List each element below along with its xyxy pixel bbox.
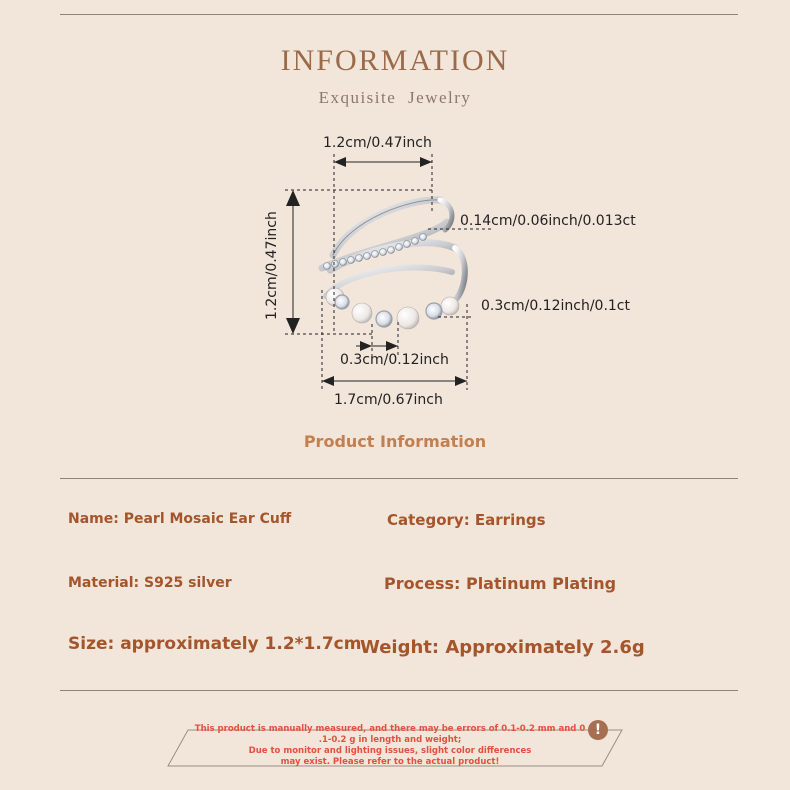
dimension-pearl: 0.3cm/0.12inch bbox=[340, 352, 449, 368]
spec-process: Process: Platinum Plating bbox=[384, 574, 617, 593]
dimension-stone-top: 0.14cm/0.06inch/0.013ct bbox=[460, 213, 636, 229]
spec-category: Category: Earrings bbox=[387, 511, 546, 529]
dimension-top-width: 1.2cm/0.47inch bbox=[323, 135, 432, 151]
exclamation-icon: ! bbox=[588, 720, 608, 740]
note-line-4: may exist. Please refer to the actual product! bbox=[280, 757, 500, 767]
spec-weight: Weight: Approximately 2.6g bbox=[360, 637, 645, 658]
spec-material: Material: S925 silver bbox=[68, 575, 232, 591]
section-title: Product Information bbox=[303, 432, 487, 451]
dimension-bottom-width: 1.7cm/0.67inch bbox=[334, 392, 443, 408]
dimension-height: 1.2cm/0.47inch bbox=[264, 211, 280, 320]
note-line-2: .1-0.2 g in length and weight; bbox=[318, 735, 462, 745]
note-line-3: Due to monitor and lighting issues, slight color differences bbox=[248, 746, 532, 756]
note-line-1: This product is manually measured, and there may be errors of 0.1-0.2 mm and 0 bbox=[194, 724, 586, 734]
spec-name: Name: Pearl Mosaic Ear Cuff bbox=[68, 511, 292, 527]
spec-size: Size: approximately 1.2*1.7cm bbox=[68, 634, 362, 654]
page-title: INFORMATION bbox=[280, 44, 510, 77]
page-subtitle: Exquisite Jewelry bbox=[318, 88, 472, 107]
dimension-stone-mid: 0.3cm/0.12inch/0.1ct bbox=[481, 298, 630, 314]
